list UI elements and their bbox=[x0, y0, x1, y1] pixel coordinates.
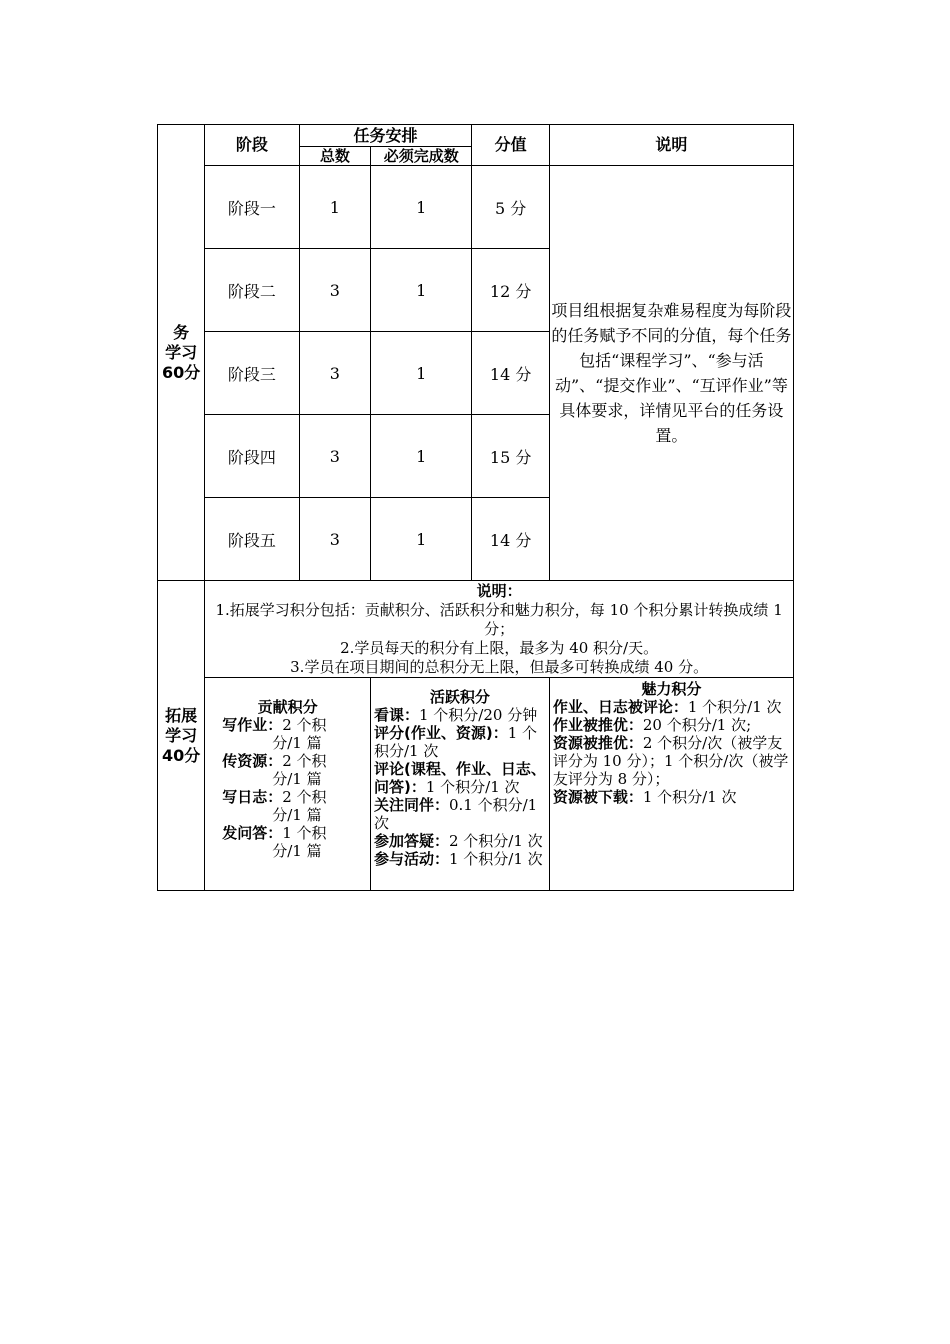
contribution-item-cont: 分/1 篇 bbox=[272, 806, 322, 824]
header-note: 说明 bbox=[549, 125, 793, 166]
charm-item: 作业、日志被评论：1 个积分/1 次 bbox=[552, 698, 782, 716]
row-3-score: 14 分 bbox=[472, 332, 549, 415]
contribution-item: 写作业：2 个积 bbox=[222, 716, 327, 734]
header-total: 总数 bbox=[299, 147, 370, 166]
section-extended-learning-label: 拓展 学习 40分 bbox=[161, 705, 201, 765]
row-1-score: 5 分 bbox=[472, 166, 549, 249]
row-3-total: 3 bbox=[299, 332, 370, 415]
row-5-total: 3 bbox=[299, 498, 370, 581]
row-1-total: 1 bbox=[299, 166, 370, 249]
charm-item: 资源被推优：2 个积分/次（被学友评分为 10 分）；1 个积分/次（被学友评分为 8 分）； bbox=[552, 734, 789, 788]
task-description: 项目组根据复杂难易程度为每阶段的任务赋予不同的分值，每个任务包括“课程学习”、“参与活动”、“提交作业”、“互评作业”等具体要求，详情见平台的任务设置。 bbox=[549, 166, 793, 581]
row-2-required: 1 bbox=[370, 249, 471, 332]
activity-item: 看课：1 个积分/20 分钟 bbox=[373, 706, 538, 724]
activity-item: 关注同伴：0.1 个积分/1 次 bbox=[373, 796, 538, 832]
charm-points bbox=[549, 678, 793, 891]
notes-line-2: 2.学员每天的积分有上限，最多为 40 积分/天。 bbox=[340, 638, 659, 657]
row-5-score: 14 分 bbox=[472, 498, 549, 581]
row-4-total: 3 bbox=[299, 415, 370, 498]
notes-line-1: 1.拓展学习积分包括：贡献积分、活跃积分和魅力积分，每 10 个积分累计转换成绩 1 分； bbox=[215, 600, 783, 638]
row-4-stage: 阶段四 bbox=[205, 415, 299, 498]
row-1-stage: 阶段一 bbox=[205, 166, 299, 249]
header-score: 分值 bbox=[472, 125, 549, 166]
section-task-learning bbox=[158, 125, 205, 581]
charm-title: 魅力积分 bbox=[641, 680, 702, 698]
scoring-table bbox=[157, 124, 794, 891]
row-4-score: 15 分 bbox=[472, 415, 549, 498]
row-2-score: 12 分 bbox=[472, 249, 549, 332]
activity-item: 参加答疑：2 个积分/1 次 bbox=[373, 832, 543, 850]
contribution-item: 发问答：1 个积 bbox=[222, 824, 327, 842]
row-2-stage: 阶段二 bbox=[205, 249, 299, 332]
contribution-item-cont: 分/1 篇 bbox=[272, 842, 322, 860]
section-task-learning-label: 务 学习 60分 bbox=[161, 322, 201, 382]
row-3-required: 1 bbox=[370, 332, 471, 415]
row-1-required: 1 bbox=[370, 166, 471, 249]
row-5-required: 1 bbox=[370, 498, 471, 581]
row-5-stage: 阶段五 bbox=[205, 498, 299, 581]
activity-title: 活跃积分 bbox=[429, 688, 490, 706]
contribution-item-cont: 分/1 篇 bbox=[272, 770, 322, 788]
row-3-stage: 阶段三 bbox=[205, 332, 299, 415]
activity-item: 评分(作业、资源)：1 个积分/1 次 bbox=[373, 724, 538, 760]
charm-item: 作业被推优：20 个积分/1 次; bbox=[552, 716, 752, 734]
contribution-item: 传资源：2 个积 bbox=[222, 752, 327, 770]
header-required: 必须完成数 bbox=[370, 147, 471, 166]
contribution-title: 贡献积分 bbox=[257, 698, 318, 716]
notes-line-3: 3.学员在项目期间的总积分无上限，但最多可转换成绩 40 分。 bbox=[290, 657, 709, 676]
row-4-required: 1 bbox=[370, 415, 471, 498]
row-2-total: 3 bbox=[299, 249, 370, 332]
contribution-item-cont: 分/1 篇 bbox=[272, 734, 322, 752]
header-stage: 阶段 bbox=[205, 125, 299, 166]
contribution-item: 写日志：2 个积 bbox=[222, 788, 327, 806]
charm-item: 资源被下载：1 个积分/1 次 bbox=[552, 788, 737, 806]
activity-points bbox=[370, 678, 549, 891]
contribution-points bbox=[205, 678, 371, 891]
header-task: 任务安排 bbox=[299, 125, 472, 147]
section-extended-learning bbox=[158, 581, 205, 891]
extended-notes bbox=[205, 581, 794, 678]
notes-title: 说明： bbox=[476, 581, 522, 600]
activity-item: 评论(课程、作业、日志、问答)：1 个积分/1 次 bbox=[373, 760, 546, 796]
activity-item: 参与活动：1 个积分/1 次 bbox=[373, 850, 543, 868]
